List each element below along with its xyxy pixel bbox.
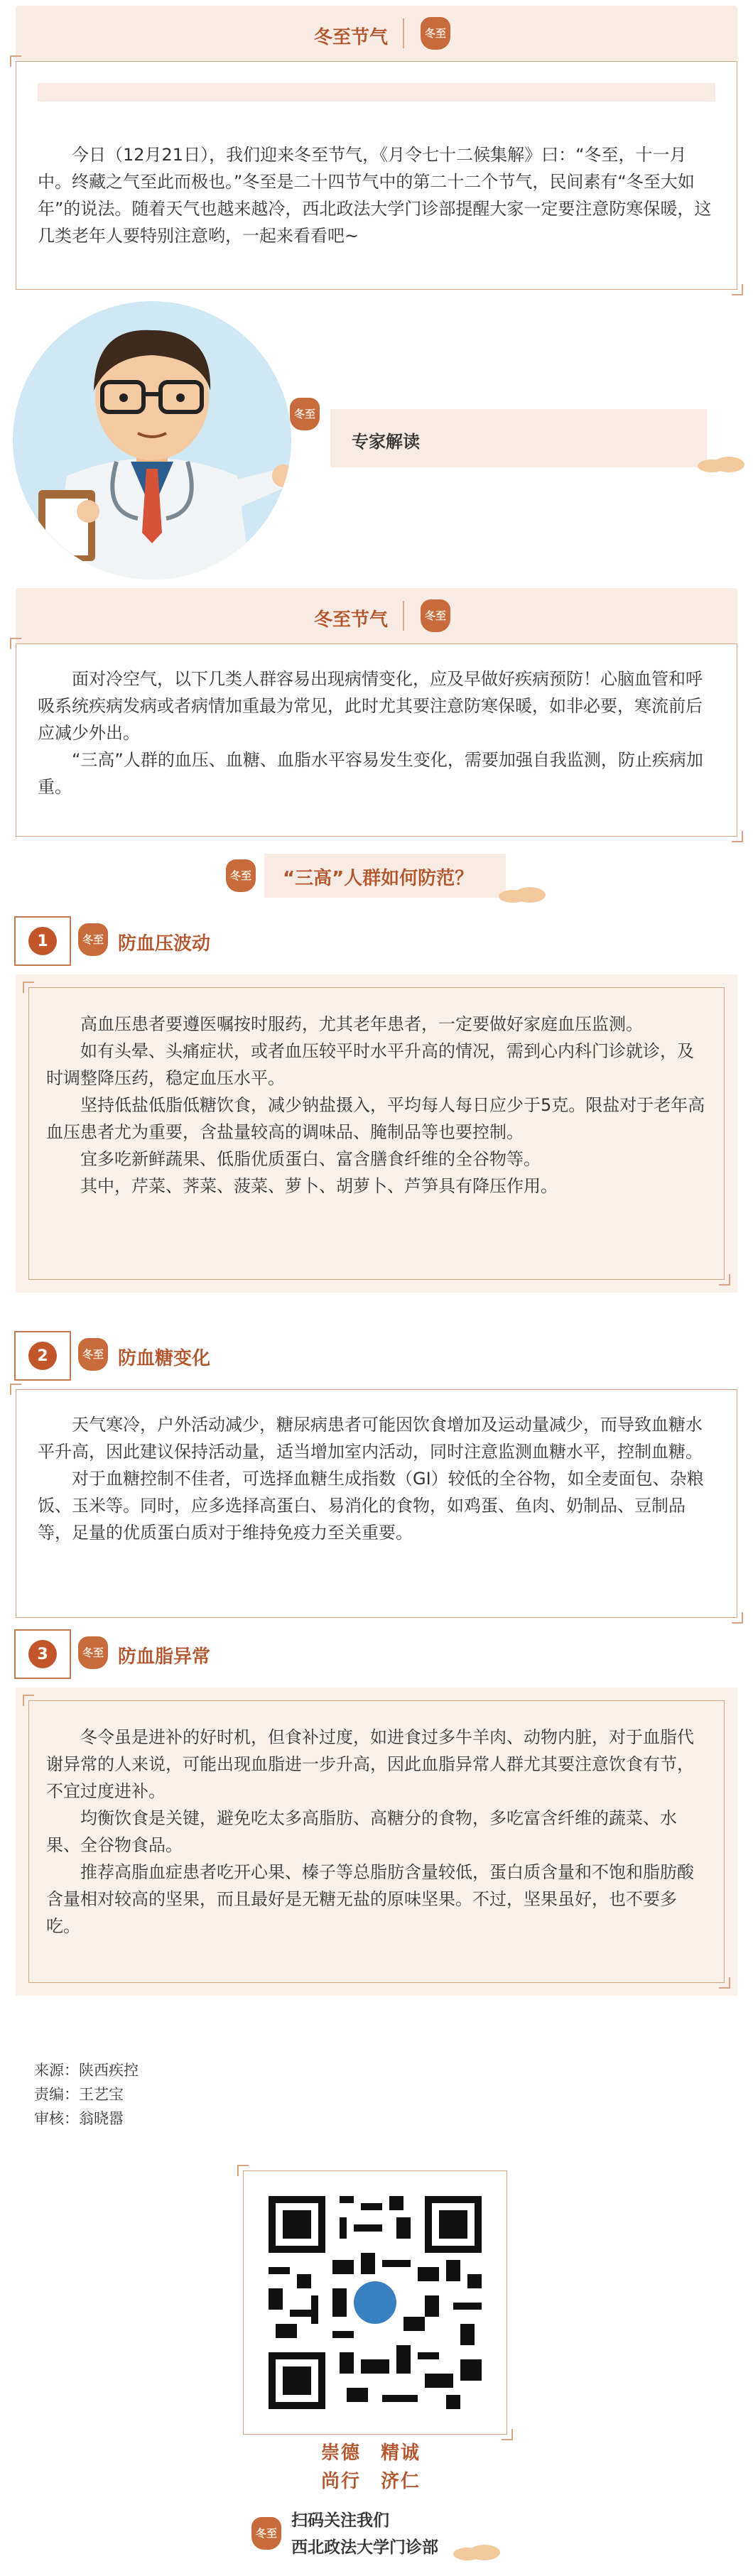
- section-title: 防血糖变化: [118, 1348, 211, 1369]
- qr-code-icon: [261, 2189, 489, 2416]
- seal-icon: 冬至: [421, 17, 450, 50]
- seal-icon: 冬至: [226, 859, 256, 892]
- section-text: [46, 1724, 707, 1940]
- expert-label: 专家解读: [352, 432, 420, 452]
- body-paragraph: 面对冷空气，以下几类人群容易出现病情变化，应及早做好疾病预防！心脑血管和呼吸系统疾病发病或者病情加重最为常见，此时尤其要注意防寒保暖，如非必要，寒流前后应减少外出。: [38, 669, 703, 743]
- banner-box: [264, 854, 506, 898]
- seal-icon: 冬至: [421, 599, 450, 632]
- intro-text: 今日（12月21日），我们迎来冬至节气，《月令七十二候集解》曰：“冬至，十一月中。终藏之气至此而极也。”冬至是二十四节气中的第二十二个节气，民间素有“冬至大如年”的说法。随着天气也越来越冷，西北政法大学门诊部提醒大家一定要注意防寒保暖，这几类老年人要特别注意哟，一起来看看吧~: [38, 145, 712, 246]
- banner-title: “三高”人群如何防范？: [283, 868, 474, 889]
- header-title: 冬至节气: [314, 27, 389, 48]
- section-paragraph: 坚持低盐低脂低糖饮食，减少钠盐摄入，平均每人每日应少于5克。限盐对于老年高血压患者尤为重要，含盐量较高的调味品、腌制品等也要控制。: [46, 1095, 705, 1142]
- cloud-icon: [696, 455, 746, 473]
- section-paragraph: 推荐高脂血症患者吃开心果、榛子等总脂肪含量较低，蛋白质含量和不饱和脂肪酸含量相对较高的坚果，而且最好是无糖无盐的原味坚果。不过，坚果虽好，也不要多吃。: [46, 1862, 694, 1936]
- follow-line-1: 扫码关注我们: [291, 2511, 389, 2530]
- section-number-box: [14, 916, 71, 966]
- section-header-title: 冬至节气: [314, 609, 389, 631]
- section-number: 2: [28, 1342, 57, 1370]
- cloud-icon: [497, 885, 547, 903]
- section-header-divider: [403, 601, 404, 631]
- seal-icon: 冬至: [78, 1338, 108, 1371]
- section-inner-frame: [28, 1700, 725, 1983]
- section-title: 防血脂异常: [118, 1646, 211, 1668]
- section-paragraph: 高血压患者要遵医嘱按时服药，尤其老年患者，一定要做好家庭血压监测。: [80, 1014, 643, 1034]
- section-paragraph: 宜多吃新鲜蔬果、低脂优质蛋白、富含膳食纤维的全谷物等。: [80, 1149, 541, 1169]
- section-inner-frame: [28, 987, 725, 1280]
- seal-icon: 冬至: [78, 923, 108, 956]
- section-header-bar: [16, 588, 737, 643]
- section-number-box: [14, 1331, 71, 1381]
- intro-stripe: [38, 83, 715, 102]
- seal-icon: 冬至: [78, 1636, 108, 1669]
- section-box: [16, 1688, 737, 1996]
- section-frame: [16, 1389, 737, 1618]
- credit-source: 来源：陕西疾控: [34, 2062, 139, 2079]
- body-text: [38, 665, 715, 800]
- section-paragraph: 均衡饮食是关键，避免吃太多高脂肪、高糖分的食物，多吃富含纤维的蔬菜、水果、全谷物食品。: [46, 1808, 677, 1855]
- section-paragraph: 天气寒冷，户外活动减少，糖尿病患者可能因饮食增加及运动量减少，而导致血糖水平升高，因此建议保持活动量，适当增加室内活动，同时注意监测血糖水平，控制血糖。: [38, 1415, 703, 1462]
- motto-line-1: 崇德 精诚: [321, 2442, 421, 2464]
- header-divider: [403, 18, 404, 48]
- section-paragraph: 如有头晕、头痛症状，或者血压较平时水平升高的情况，需到心内科门诊就诊，及时调整降压药，稳定血压水平。: [46, 1041, 694, 1088]
- motto-line-2: 尚行 济仁: [321, 2471, 421, 2492]
- motto: [321, 2439, 421, 2496]
- body-frame: [16, 643, 737, 837]
- section-text: [46, 1011, 707, 1200]
- section-number-box: [14, 1629, 71, 1679]
- expert-label-box: [330, 409, 707, 467]
- qr-frame: [243, 2170, 507, 2435]
- section-number: 1: [28, 927, 57, 955]
- intro-frame: [16, 61, 737, 290]
- section-number: 3: [28, 1640, 57, 1668]
- seal-icon: 冬至: [290, 398, 320, 430]
- body-paragraph: “三高”人群的血压、血糖、血脂水平容易发生变化，需要加强自我监测，防止疾病加重。: [38, 750, 703, 797]
- section-text: [38, 1411, 715, 1546]
- credits: [34, 2058, 139, 2131]
- section-title: 防血压波动: [118, 933, 211, 955]
- section-paragraph: 对于血糖控制不佳者，可选择血糖生成指数（GI）较低的全谷物，如全麦面包、杂粮饭、玉米等。同时，应多选择高蛋白、易消化的食物，如鸡蛋、鱼肉、奶制品、豆制品等，足量的优质蛋白质对于维持免疫力至关重要。: [38, 1469, 704, 1543]
- follow-text: [291, 2507, 438, 2561]
- section-paragraph: 冬令虽是进补的好时机，但食补过度，如进食过多牛羊肉、动物内脏，对于血脂代谢异常的人来说，可能出现血脂进一步升高，因此血脂异常人群尤其要注意饮食有节，不宜过度进补。: [46, 1727, 694, 1801]
- doctor-illustration: [10, 298, 294, 582]
- section-box: [16, 974, 737, 1293]
- header-bar: [16, 6, 737, 61]
- seal-icon: 冬至: [251, 2517, 281, 2550]
- cloud-icon: [452, 2543, 502, 2561]
- credit-reviewer: 审核：翁晓嚣: [34, 2110, 124, 2127]
- credit-editor: 责编：王艺宝: [34, 2086, 124, 2103]
- follow-line-2: 西北政法大学门诊部: [291, 2538, 438, 2557]
- section-paragraph: 其中，芹菜、荠菜、菠菜、萝卜、胡萝卜、芦笋具有降压作用。: [80, 1176, 558, 1196]
